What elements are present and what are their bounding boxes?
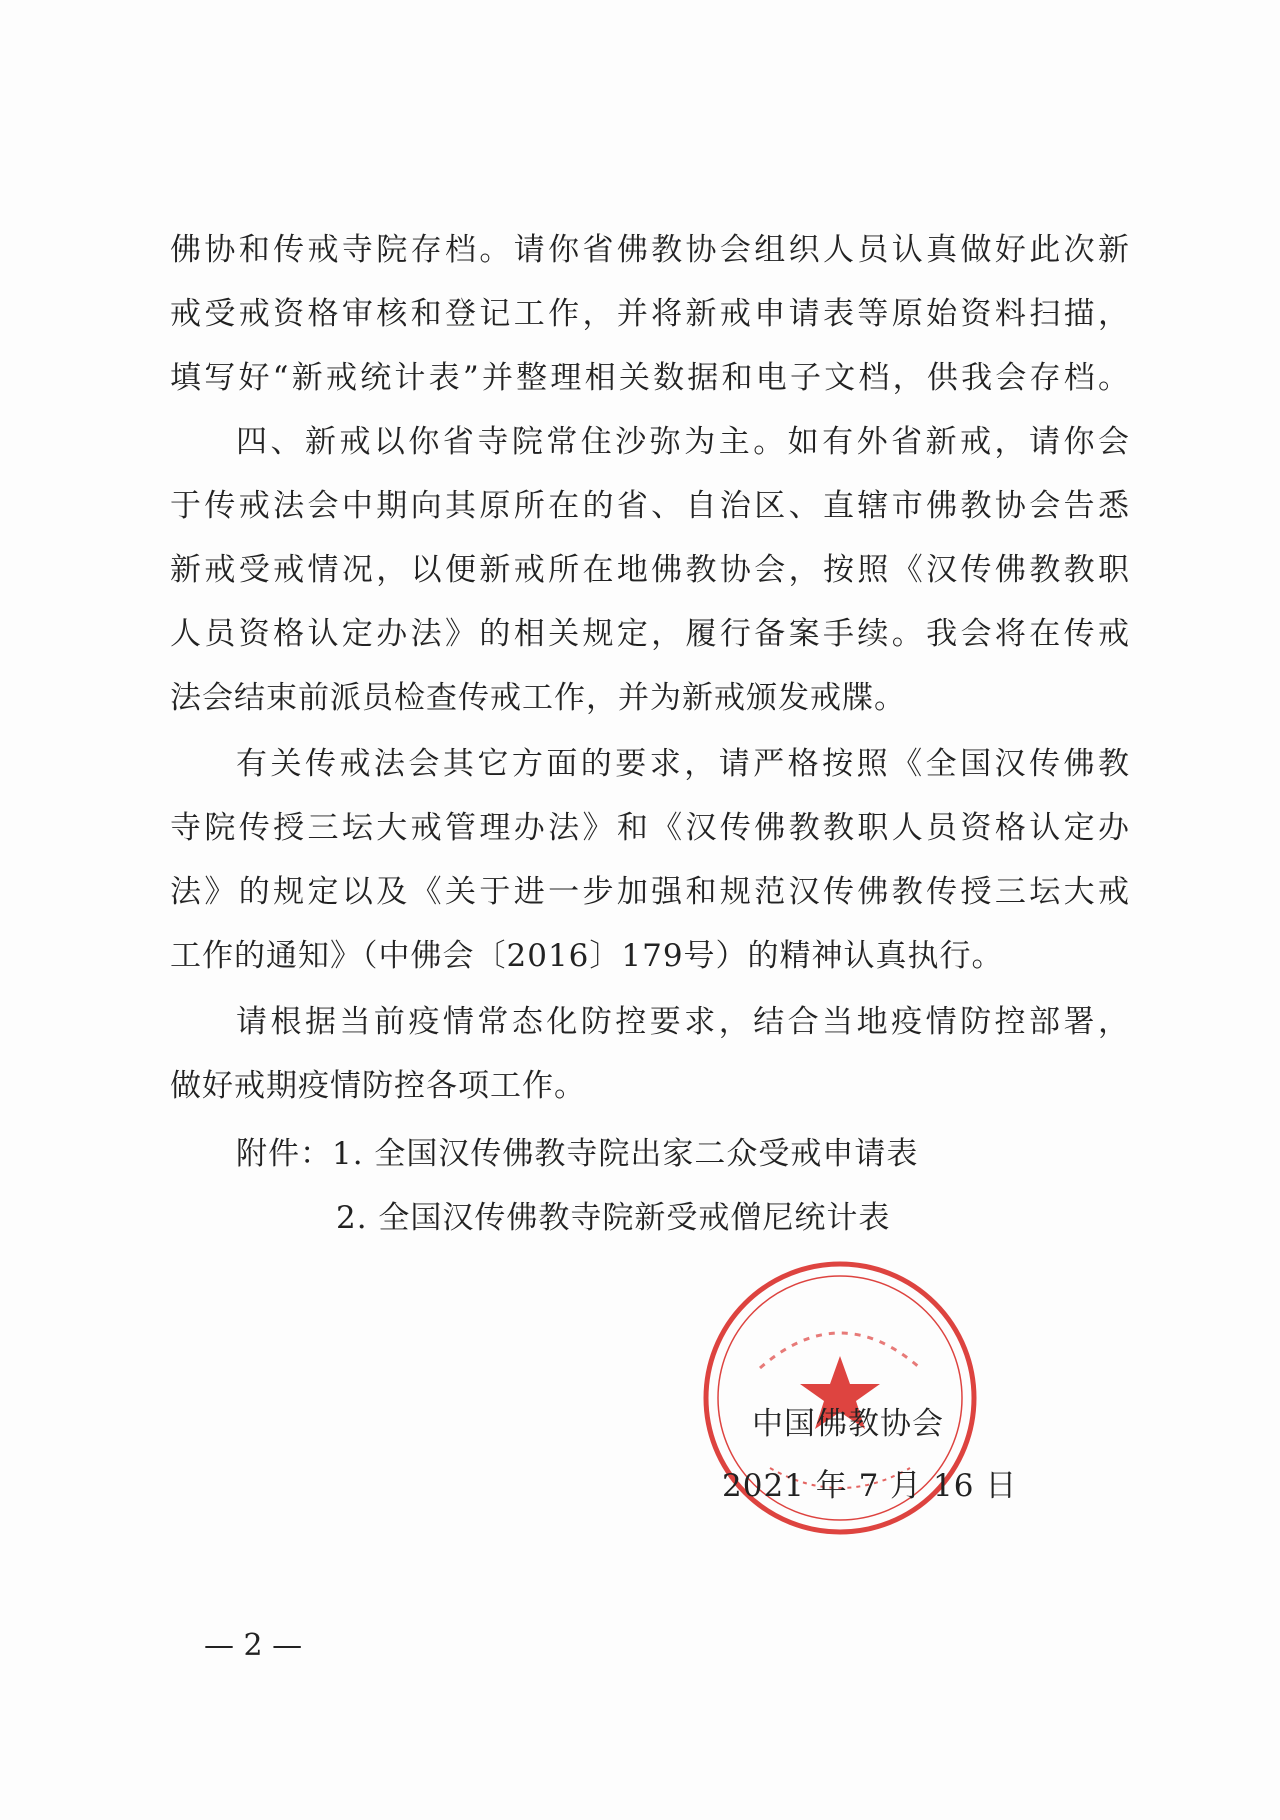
paragraph-line: 做好戒期疫情防控各项工作。 xyxy=(170,1068,586,1104)
paragraph-line: 人员资格认定办法》的相关规定，履行备案手续。我会将在传戒 xyxy=(170,616,1130,652)
paragraph-line: 请根据当前疫情常态化防控要求，结合当地疫情防控部署， xyxy=(236,1004,1130,1040)
paragraph-line: 四、新戒以你省寺院常住沙弥为主。如有外省新戒，请你会 xyxy=(236,424,1130,460)
attachment-item-2: 2. 全国汉传佛教寺院新受戒僧尼统计表 xyxy=(336,1200,891,1236)
attachment-item-1: 1. 全国汉传佛教寺院出家二众受戒申请表 xyxy=(332,1136,919,1172)
paragraph-line: 戒受戒资格审核和登记工作，并将新戒申请表等原始资料扫描， xyxy=(170,296,1130,332)
signature-date: 2021 年 7 月 16 日 xyxy=(722,1468,1018,1504)
paragraph-line: 法会结束前派员检查传戒工作，并为新戒颁发戒牒。 xyxy=(170,680,906,716)
paragraph-line: 填写好“新戒统计表”并整理相关数据和电子文档，供我会存档。 xyxy=(170,360,1130,396)
paragraph-line: 佛协和传戒寺院存档。请你省佛教协会组织人员认真做好此次新 xyxy=(170,232,1130,268)
paragraph-line: 法》的规定以及《关于进一步加强和规范汉传佛教传授三坛大戒 xyxy=(170,874,1130,910)
paragraph-line: 新戒受戒情况，以便新戒所在地佛教协会，按照《汉传佛教教职 xyxy=(170,552,1130,588)
attachment-label: 附件： xyxy=(236,1136,332,1172)
paragraph-line: 于传戒法会中期向其原所在的省、自治区、直辖市佛教协会告悉 xyxy=(170,488,1130,524)
paragraph-line: 寺院传授三坛大戒管理办法》和《汉传佛教教职人员资格认定办 xyxy=(170,810,1130,846)
paragraph-line: 工作的通知》（中佛会〔2016〕179号）的精神认真执行。 xyxy=(170,938,1004,974)
paragraph-line: 有关传戒法会其它方面的要求，请严格按照《全国汉传佛教 xyxy=(236,746,1130,782)
attachment-line-1 xyxy=(236,1134,1196,1174)
signature-organization: 中国佛教协会 xyxy=(752,1406,944,1442)
page-number: — 2 — xyxy=(204,1628,303,1663)
